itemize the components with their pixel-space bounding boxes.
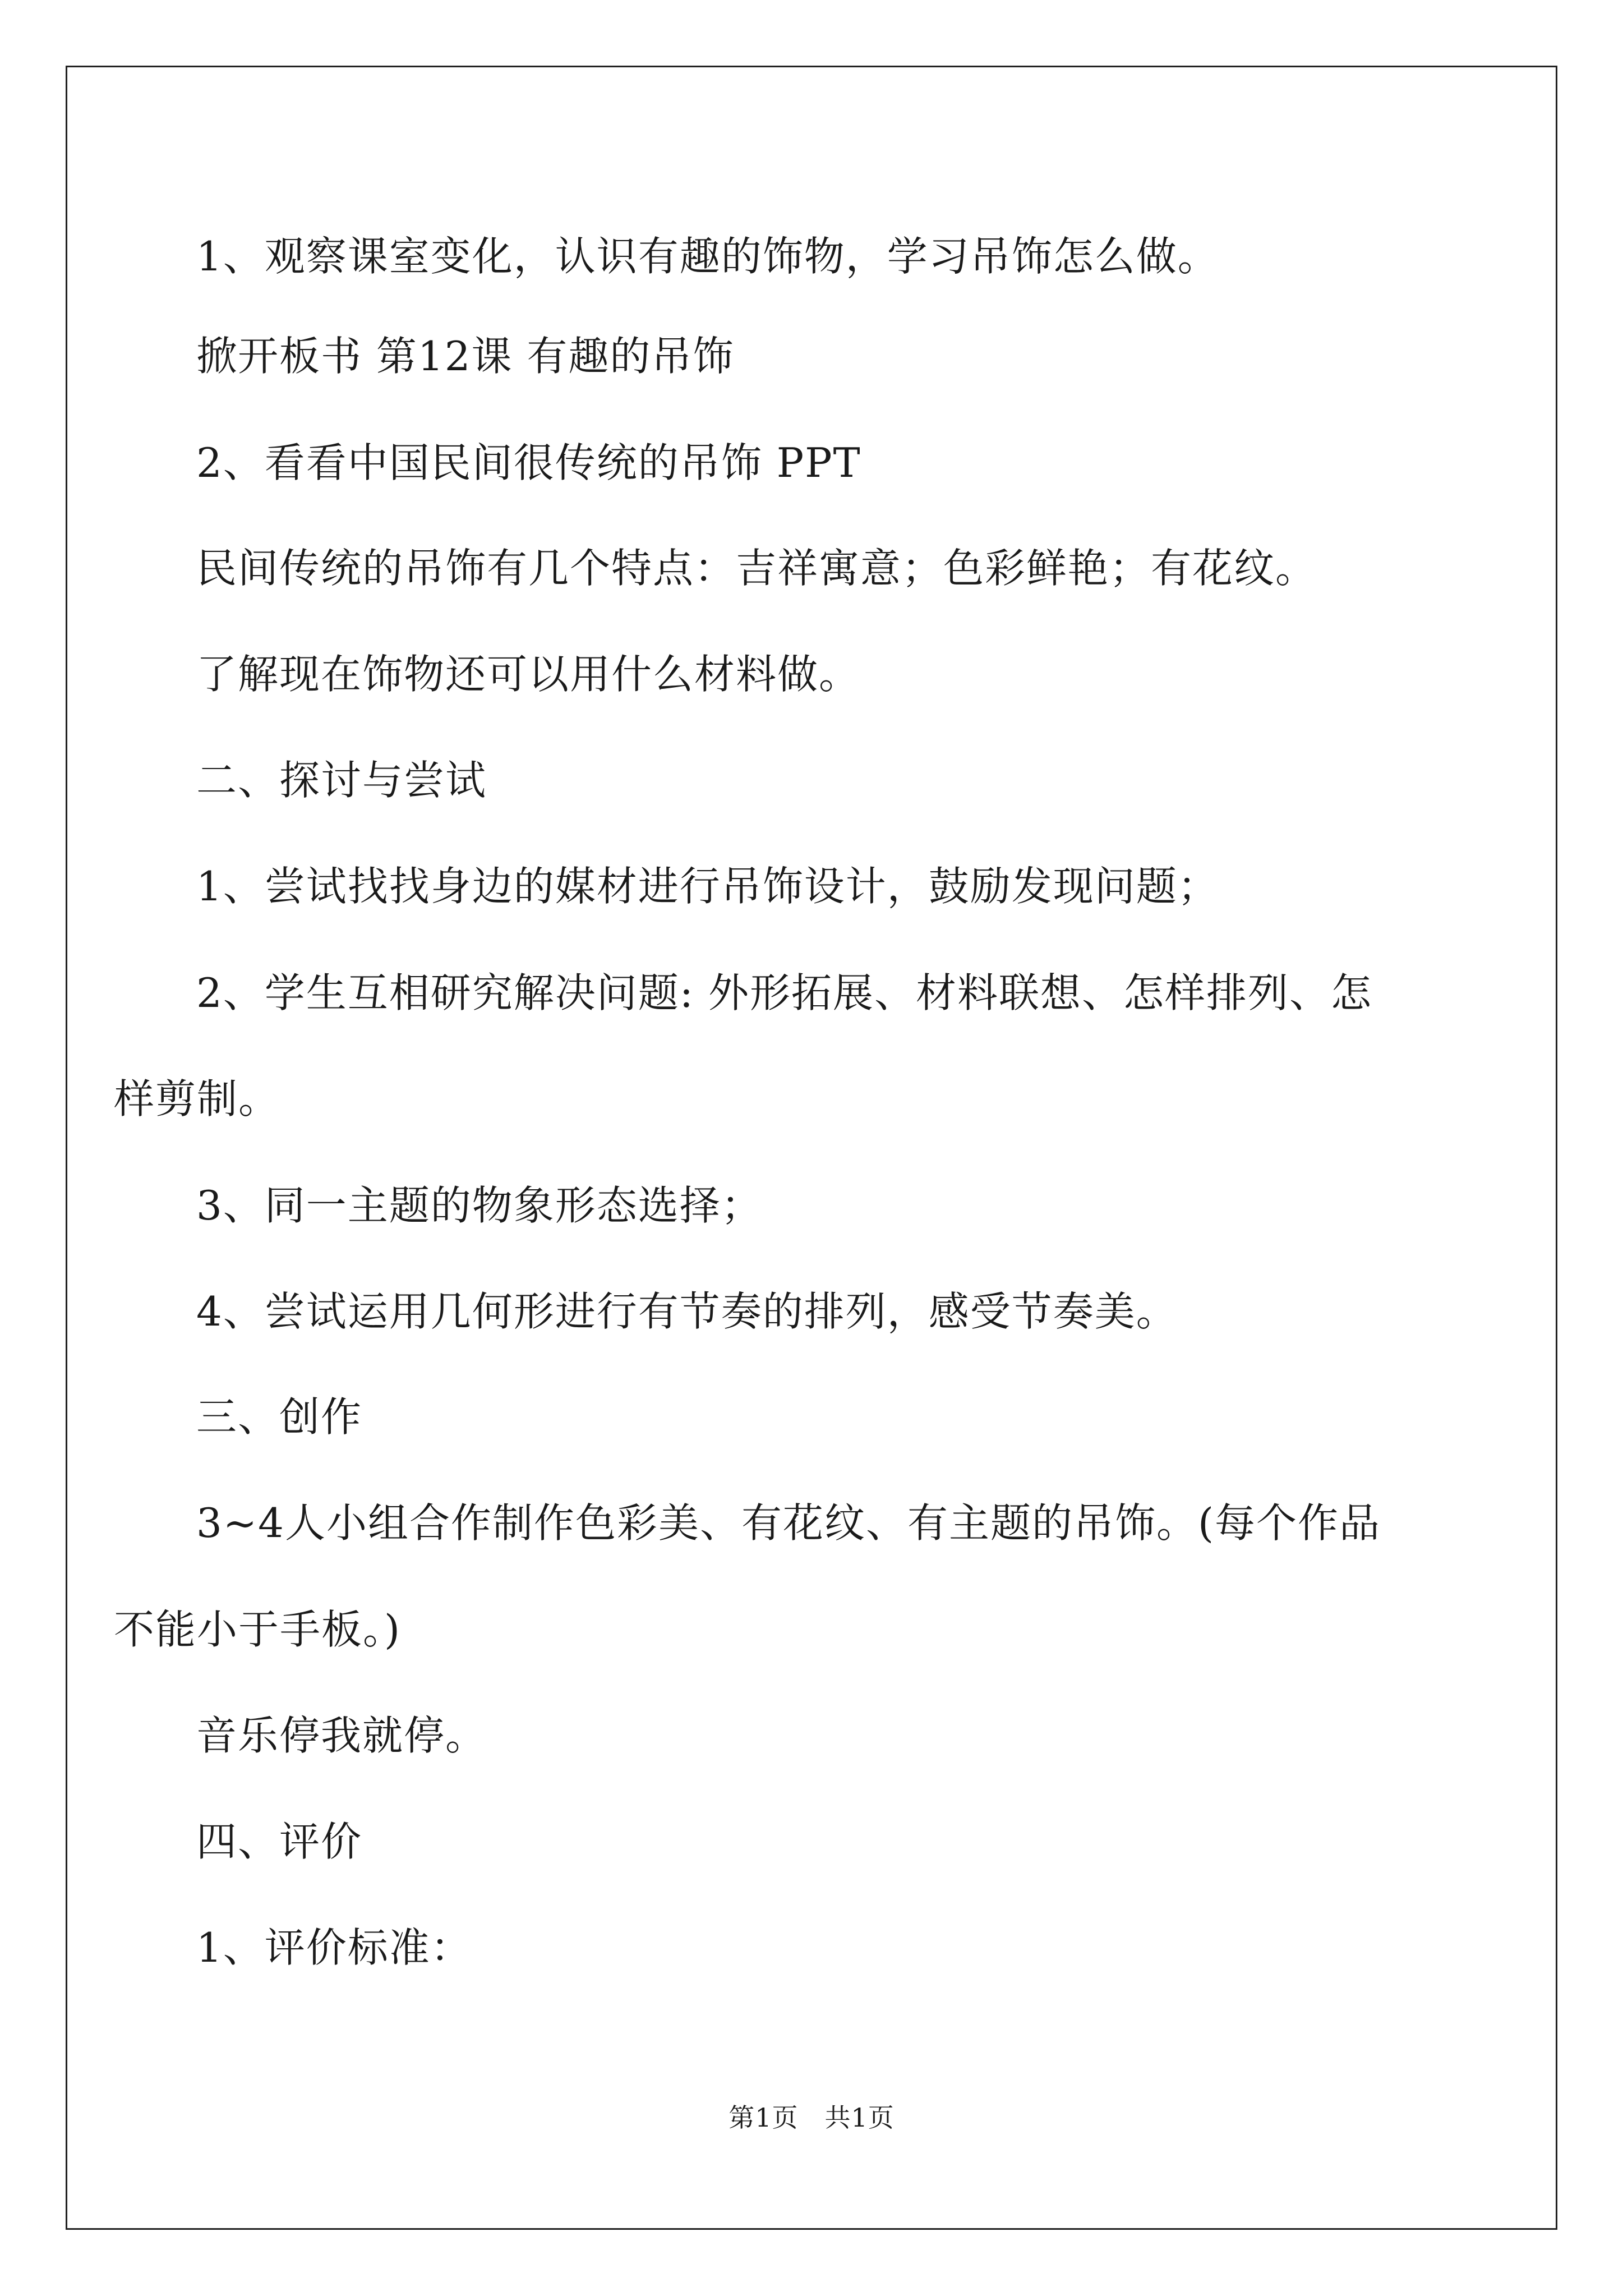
text-line-7: 1、尝试找找身边的媒材进行吊饰设计，鼓励发现问题； xyxy=(196,863,1219,910)
text-line-5: 了解现在饰物还可以用什么材料做。 xyxy=(196,651,861,698)
text-line-11: 4、尝试运用几何形进行有节奏的排列，感受节奏美。 xyxy=(196,1288,1178,1335)
page-border xyxy=(66,66,1557,2230)
page-number-footer: 第1页 共1页 xyxy=(728,2102,895,2133)
text-line-15: 音乐停我就停。 xyxy=(196,1712,487,1759)
section-heading-evaluate: 四、评价 xyxy=(196,1818,363,1865)
text-line-3: 2、看看中国民间很传统的吊饰 PPT xyxy=(196,439,861,486)
text-line-13-continued: 不能小于手板。) xyxy=(114,1606,402,1653)
text-line-4: 民间传统的吊饰有几个特点：吉祥寓意；色彩鲜艳；有花纹。 xyxy=(196,545,1317,592)
text-line-17: 1、评价标准： xyxy=(196,1924,472,1971)
text-line-10: 3、同一主题的物象形态选择； xyxy=(196,1182,763,1229)
text-line-8: 2、学生互相研究解决问题: 外形拓展、材料联想、怎样排列、怎 xyxy=(196,969,1372,1016)
section-heading-create: 三、创作 xyxy=(196,1393,363,1441)
section-heading-discuss: 二、探讨与尝试 xyxy=(196,757,487,804)
text-line-1: 1、观察课室变化，认识有趣的饰物，学习吊饰怎么做。 xyxy=(196,233,1219,280)
text-line-2: 掀开板书 第12课 有趣的吊饰 xyxy=(196,333,735,380)
text-line-13: 3~4人小组合作制作色彩美、有花纹、有主题的吊饰。(每个作品 xyxy=(196,1499,1381,1547)
text-line-8-continued: 样剪制。 xyxy=(114,1075,280,1122)
